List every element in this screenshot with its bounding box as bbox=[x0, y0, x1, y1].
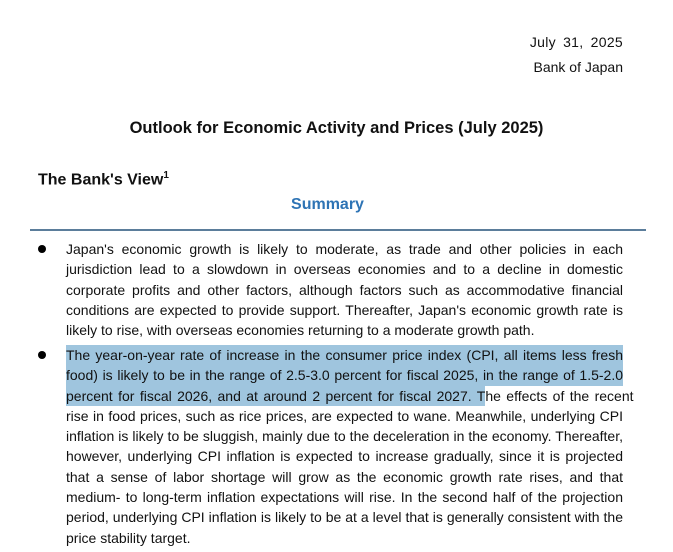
text-line: jurisdiction lead to a slowdown in overseas economies and to a decline in domestic bbox=[66, 261, 623, 278]
document-date: July 31, 2025 bbox=[529, 34, 623, 50]
bullet-icon bbox=[38, 245, 46, 253]
divider bbox=[30, 229, 646, 231]
text: he effects of the recent bbox=[485, 387, 634, 404]
text-line-mixed bbox=[66, 386, 634, 406]
text-line: rise in food prices, such as rice prices, are expected to wane. Meanwhile, underlying CPI bbox=[66, 407, 623, 424]
bullet-item-prices bbox=[66, 345, 634, 548]
document-title: Outlook for Economic Activity and Prices (July 2025) bbox=[129, 119, 544, 137]
highlighted-text-line[interactable]: food) is likely to be in the range of 2.5-3.0 percent for fiscal 2025, in the range of 1.5-2.0 bbox=[66, 365, 623, 385]
text-line: likely to rise, with overseas economies returning to a moderate growth path. bbox=[66, 322, 535, 339]
text-line: price stability target. bbox=[66, 529, 191, 546]
text-line: Japan's economic growth is likely to moderate, as trade and other policies in each bbox=[66, 241, 623, 257]
text-line: however, underlying CPI inflation is expected to increase gradually, since it is projected bbox=[66, 448, 623, 465]
section-heading-text: The Bank's View bbox=[38, 171, 164, 189]
bullet-item-growth bbox=[66, 239, 623, 340]
text-line: medium- to long-term inflation expectations will rise. In the second half of the projection bbox=[66, 489, 623, 506]
highlighted-text[interactable]: percent for fiscal 2026, and at around 2 percent for fiscal 2027. T bbox=[66, 386, 485, 406]
text-line: period, underlying CPI inflation is likely to be at a level that is generally consistent with the bbox=[66, 509, 623, 526]
text-line: corporate profits and other factors, although factors such as accommodative financial bbox=[66, 281, 623, 298]
text-line: conditions are expected to provide support. Thereafter, Japan's economic growth rate is bbox=[66, 301, 623, 318]
highlighted-text-line[interactable]: The year-on-year rate of increase in the consumer price index (CPI, all items less fresh bbox=[66, 345, 623, 365]
organization-name: Bank of Japan bbox=[533, 59, 623, 75]
text-line: that a sense of labor shortage will grow as the economic growth rate rises, and that bbox=[66, 468, 623, 485]
footnote-marker[interactable]: 1 bbox=[163, 170, 169, 181]
bullet-icon bbox=[38, 351, 46, 359]
summary-heading: Summary bbox=[291, 196, 364, 213]
section-heading bbox=[38, 170, 169, 189]
text-line: inflation is likely to be sluggish, mainly due to the deceleration in the economy. Thereafter, bbox=[66, 428, 623, 445]
